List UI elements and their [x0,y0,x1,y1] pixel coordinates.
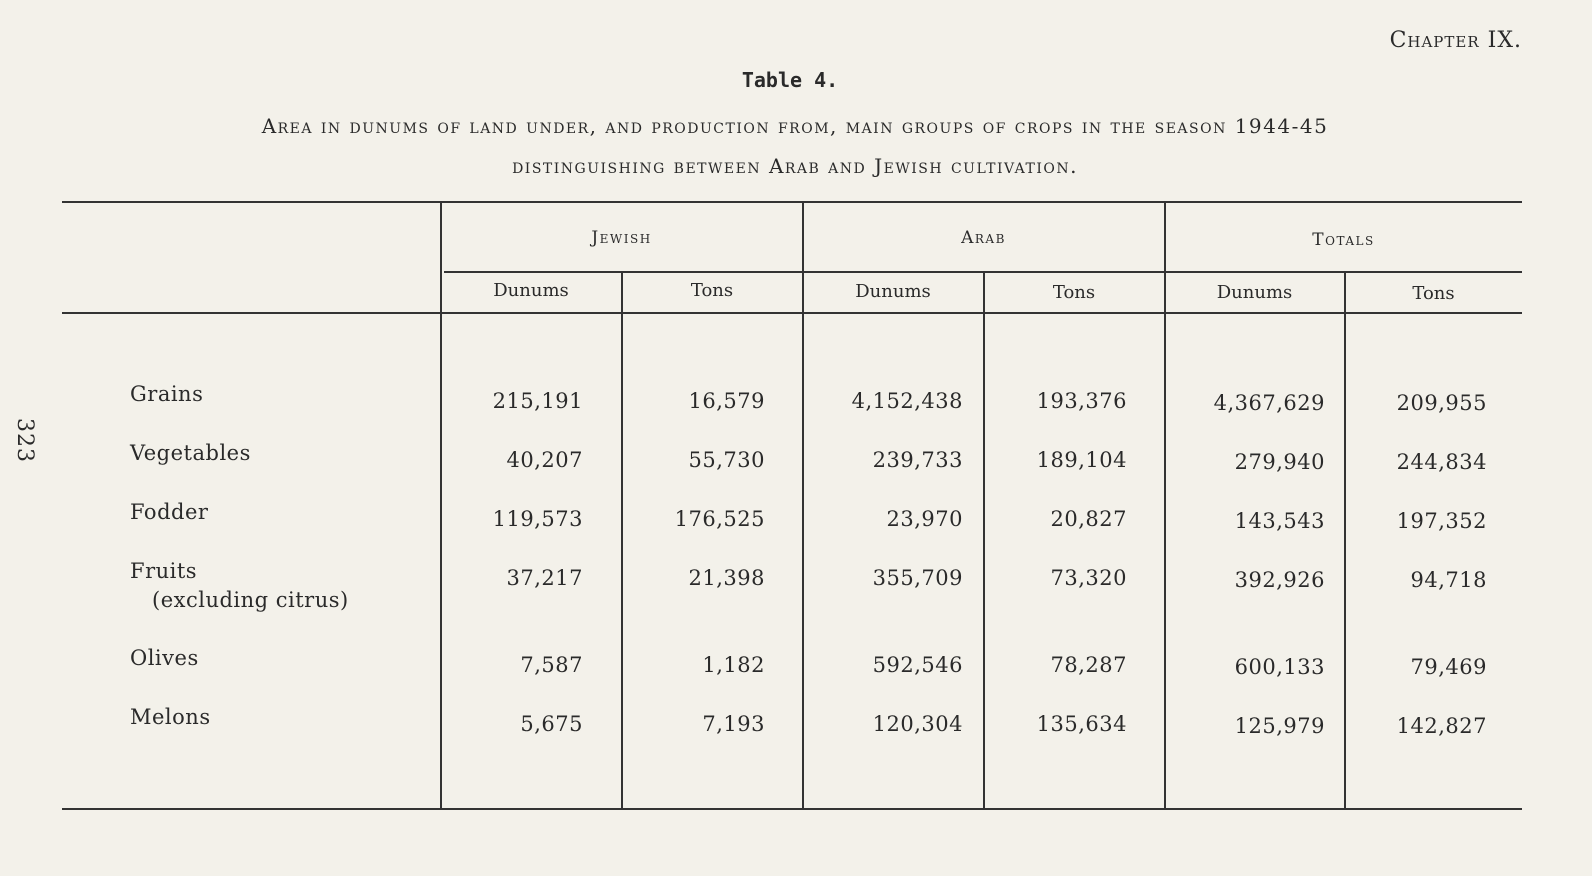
cell-jewish-dunums: 37,217 [506,566,583,590]
cell-arab-tons: 78,287 [1050,653,1127,677]
subheader-totals-tons: Tons [1412,283,1455,304]
cell-totals-dunums: 143,543 [1234,509,1325,533]
cell-jewish-dunums: 7,587 [520,653,583,677]
cell-jewish-dunums: 40,207 [506,448,583,472]
cell-arab-tons: 20,827 [1050,507,1127,531]
subheader-totals-dunums: Dunums [1216,282,1293,303]
cell-totals-tons: 197,352 [1396,509,1487,533]
table-title: Table 4. [741,68,839,92]
cell-arab-dunums: 120,304 [872,712,963,736]
page-number: 323 [12,418,37,463]
row-label: Fodder [130,500,209,524]
row-label: Grains [130,382,204,406]
group-header-jewish: Jewish [591,228,652,248]
cell-arab-tons: 193,376 [1036,389,1127,413]
cell-jewish-tons: 7,193 [702,712,765,736]
cell-jewish-tons: 1,182 [702,653,765,677]
cell-totals-tons: 244,834 [1396,450,1487,474]
cell-totals-dunums: 600,133 [1234,655,1325,679]
chapter-heading: Chapter IX. [1389,28,1522,53]
cell-arab-tons: 189,104 [1036,448,1127,472]
row-label: Vegetables [130,441,251,465]
cell-jewish-dunums: 119,573 [492,507,583,531]
header-bottom-rule [62,312,1522,314]
cell-jewish-dunums: 5,675 [520,712,583,736]
cell-jewish-tons: 21,398 [688,566,765,590]
table-caption-line-2: distinguishing between Arab and Jewish cultivation. [512,154,1078,178]
subheader-arab-tons: Tons [1052,282,1096,303]
row-label: Melons [130,705,211,729]
subheader-jewish-dunums: Dunums [493,280,569,301]
group-header-totals: Totals [1312,230,1375,250]
table-top-rule [62,201,1522,203]
row-label-note: (excluding citrus) [152,588,349,612]
cell-jewish-tons: 55,730 [688,448,765,472]
cell-totals-tons: 79,469 [1410,655,1487,679]
cell-arab-dunums: 239,733 [872,448,963,472]
cell-arab-tons: 73,320 [1050,566,1127,590]
cell-jewish-tons: 176,525 [674,507,765,531]
cell-totals-tons: 209,955 [1396,391,1487,415]
cell-totals-dunums: 125,979 [1234,714,1325,738]
row-label: Olives [130,646,199,670]
group-header-arab: Arab [961,228,1006,248]
cell-jewish-dunums: 215,191 [492,389,583,413]
table-bottom-rule [62,808,1522,810]
cell-jewish-tons: 16,579 [688,389,765,413]
cell-arab-dunums: 23,970 [886,507,963,531]
cell-totals-dunums: 279,940 [1234,450,1325,474]
cell-totals-tons: 94,718 [1410,568,1487,592]
cell-arab-tons: 135,634 [1036,712,1127,736]
cell-totals-dunums: 4,367,629 [1213,391,1325,415]
cell-totals-tons: 142,827 [1396,714,1487,738]
cell-arab-dunums: 592,546 [872,653,963,677]
subheader-arab-dunums: Dunums [855,281,931,302]
subheader-jewish-tons: Tons [690,280,734,301]
cell-arab-dunums: 355,709 [872,566,963,590]
row-label: Fruits [130,559,198,583]
cell-totals-dunums: 392,926 [1234,568,1325,592]
table-caption-line-1: Area in dunums of land under, and production from, main groups of crops in the season 1944-45 [261,114,1329,138]
cell-arab-dunums: 4,152,438 [851,389,963,413]
